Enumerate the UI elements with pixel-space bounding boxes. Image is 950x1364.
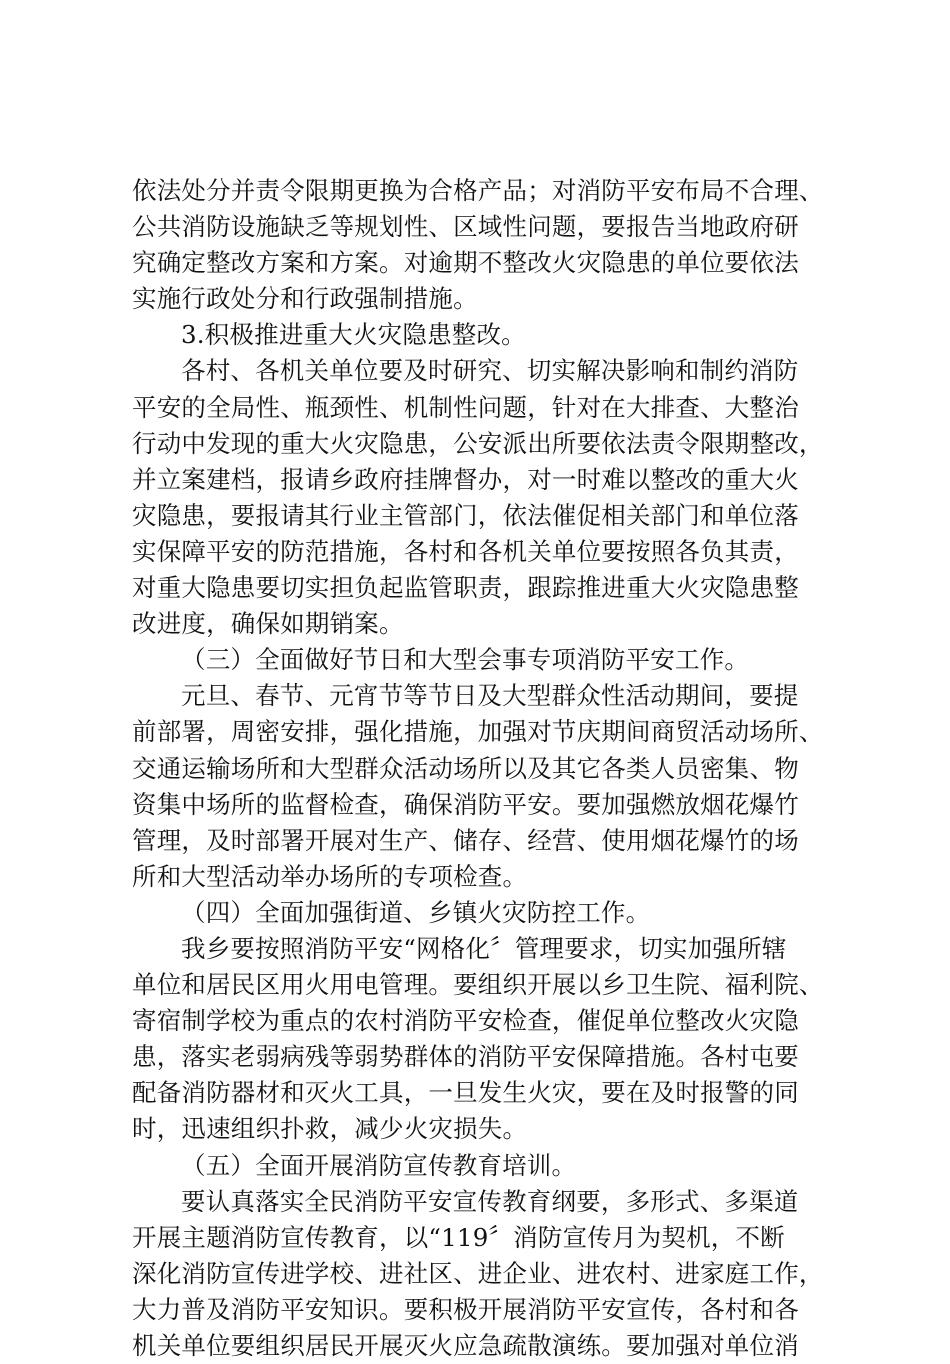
text-line: 单位和居民区用火用电管理。要组织开展以乡卫生院、福利院、 [132, 970, 824, 1000]
text-line: 并立案建档，报请乡政府挂牌督办，对一时难以整改的重大火 [132, 464, 799, 494]
text-line: 机关单位要组织居民开展灭火应急疏散演练。要加强对单位消 [132, 1331, 799, 1360]
text-line: 要认真落实全民消防平安宣传教育纲要，多形式、多渠道 [181, 1186, 799, 1216]
text-line: 大力普及消防平安知识。要积极开展消防平安宣传，各村和各 [132, 1294, 799, 1324]
text-line: 行动中发现的重大火灾隐患，公安派出所要依法责令限期整改， [132, 428, 824, 458]
text-line: 3.积极推进重大火灾隐患整改。 [181, 320, 526, 350]
text-line: 我乡要按照消防平安“网格化〞管理要求，切实加强所辖 [181, 933, 787, 963]
text-line: （三）全面做好节日和大型会事专项消防平安工作。 [181, 645, 750, 675]
text-line: 交通运输场所和大型群众活动场所以及其它各类人员密集、物 [132, 753, 799, 783]
text-line: 所和大型活动举办场所的专项检查。 [132, 861, 528, 891]
text-line: （四）全面加强街道、乡镇火灾防控工作。 [181, 897, 651, 927]
text-line: 各村、各机关单位要及时研究、切实解决影响和制约消防 [181, 356, 799, 386]
text-line: 前部署，周密安排，强化措施，加强对节庆期间商贸活动场所、 [132, 717, 824, 747]
text-line: 资集中场所的监督检查，确保消防平安。要加强燃放烟花爆竹 [132, 789, 799, 819]
text-line: 寄宿制学校为重点的农村消防平安检查，催促单位整改火灾隐 [132, 1006, 799, 1036]
text-line: 时，迅速组织扑救，减少火灾损失。 [132, 1114, 528, 1144]
text-line: （五）全面开展消防宣传教育培训。 [181, 1150, 577, 1180]
document-body [132, 173, 827, 1364]
text-line: 管理，及时部署开展对生产、储存、经营、使用烟花爆竹的场 [132, 825, 799, 855]
text-line: 开展主题消防宣传教育，以“119〞消防宣传月为契机，不断 [132, 1222, 785, 1252]
text-line: 实保障平安的防范措施，各村和各机关单位要按照各负其责， [132, 536, 799, 566]
text-line: 实施行政处分和行政强制措施。 [132, 284, 478, 314]
text-line: 配备消防器材和灭火工具，一旦发生火灾，要在及时报警的同 [132, 1078, 799, 1108]
text-line: 平安的全局性、瓶颈性、机制性问题，针对在大排查、大整治 [132, 392, 799, 422]
text-line: 患，落实老弱病残等弱势群体的消防平安保障措施。各村屯要 [132, 1042, 799, 1072]
text-line: 究确定整改方案和方案。对逾期不整改火灾隐患的单位要依法 [132, 248, 799, 278]
text-line: 元旦、春节、元宵节等节日及大型群众性活动期间，要提 [181, 681, 799, 711]
text-line: 公共消防设施缺乏等规划性、区域性问题，要报告当地政府研 [132, 212, 799, 242]
text-line: 深化消防宣传进学校、进社区、进企业、进农村、进家庭工作， [132, 1258, 824, 1288]
text-line: 改进度，确保如期销案。 [132, 609, 404, 639]
text-line: 灾隐患，要报请其行业主管部门，依法催促相关部门和单位落 [132, 500, 799, 530]
text-line: 依法处分并责令限期更换为合格产品；对消防平安布局不合理、 [132, 176, 824, 205]
text-line: 对重大隐患要切实担负起监管职责，跟踪推进重大火灾隐患整 [132, 573, 799, 603]
